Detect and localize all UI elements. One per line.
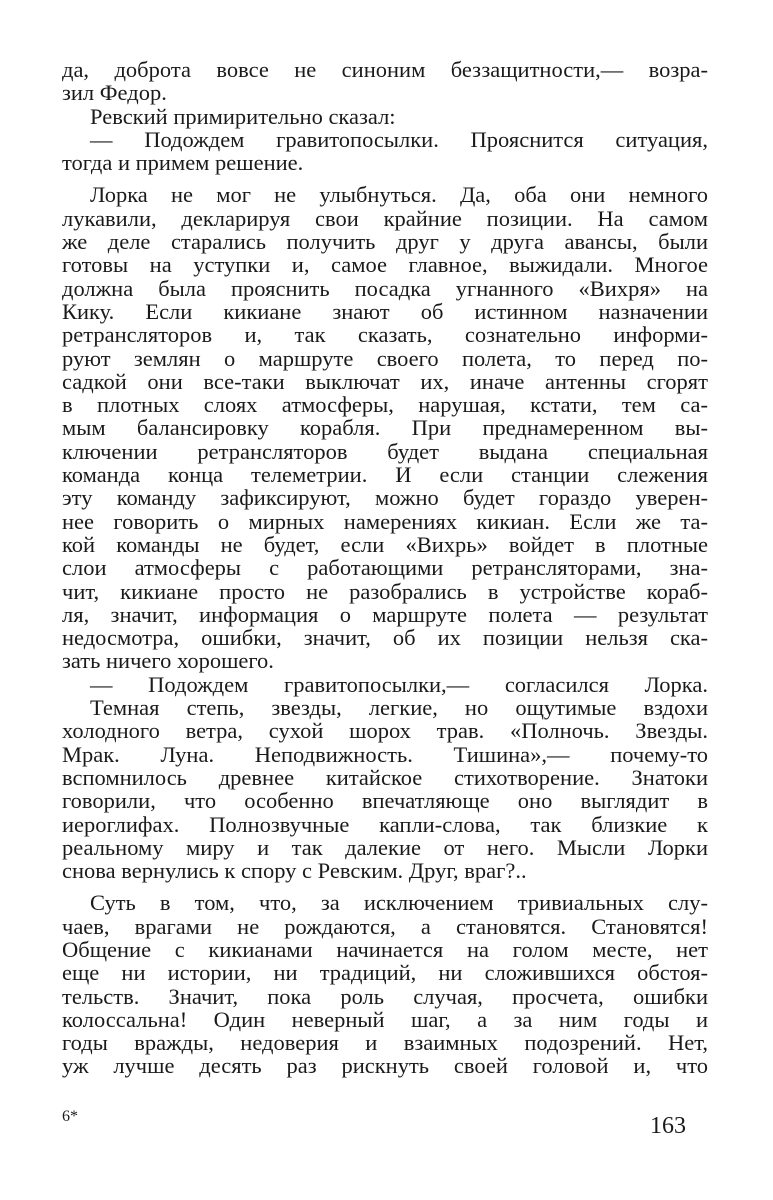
text-line: недосмотра, ошибки, значит, об их позиции нельзя ска- bbox=[62, 625, 708, 651]
text-line: — Подождем гравитопосылки,— согласился Лорка. bbox=[90, 671, 708, 697]
text-line: ключении ретрансляторов будет выдана специальная bbox=[62, 438, 708, 464]
text-line: Лорка не мог не улыбнуться. Да, оба они немного bbox=[90, 182, 708, 208]
text-line: ля, значит, информация о маршруте полета — результат bbox=[62, 601, 708, 627]
signature-mark: 6* bbox=[62, 1108, 78, 1125]
text-line: руют землян о маршруте своего полета, то перед по- bbox=[62, 345, 708, 371]
text-line: чаев, врагами не рождаются, а становятся. Становятся! bbox=[62, 913, 708, 939]
text-line: реальному миру и так далекие от него. Мысли Лорки bbox=[62, 834, 708, 860]
text-line: мым балансировку корабля. При преднамеренном вы- bbox=[62, 415, 708, 441]
text-line: нее говорить о мирных намерениях кикиан. Если же та- bbox=[62, 508, 708, 534]
text-line: же деле старались получить друг у друга авансы, были bbox=[62, 229, 708, 255]
text-line: садкой они все-таки выключат их, иначе антенны сгорят bbox=[62, 368, 708, 394]
text-line: слои атмосферы с работающими ретрансляторами, зна- bbox=[62, 555, 708, 581]
text-line: иероглифах. Полнозвучные капли-слова, так близкие к bbox=[62, 811, 708, 837]
text-line: готовы на уступки и, самое главное, выжидали. Многое bbox=[62, 252, 708, 278]
text-line: ретрансляторов и, так сказать, сознательно информи- bbox=[62, 322, 708, 348]
text-line: холодного ветра, сухой шорох трав. «Полночь. Звезды. bbox=[62, 718, 708, 744]
text-line: должна была прояснить посадка угнанного «Вихря» на bbox=[62, 275, 708, 301]
text-line: в плотных слоях атмосферы, нарушая, кстати, тем са- bbox=[62, 392, 708, 418]
text-line: кой команды не будет, если «Вихрь» войдет в плотные bbox=[62, 531, 708, 557]
text-line: Кику. Если кикиане знают об истинном назначении bbox=[62, 298, 708, 324]
body-text bbox=[62, 58, 708, 1078]
text-line: зать ничего хорошего. bbox=[62, 648, 274, 674]
text-line: тогда и примем решение. bbox=[62, 150, 304, 176]
text-line: лукавили, декларируя свои крайние позиции. На самом bbox=[62, 205, 708, 231]
text-line: зил Федор. bbox=[62, 80, 167, 106]
text-line: — Подождем гравитопосылки. Прояснится ситуация, bbox=[90, 126, 708, 152]
text-line: годы вражды, недоверия и взаимных подозрений. Нет, bbox=[62, 1030, 708, 1056]
text-line: Общение с кикианами начинается на голом месте, нет bbox=[62, 936, 708, 962]
text-line: тельств. Значит, пока роль случая, просчета, ошибки bbox=[62, 983, 708, 1009]
page-number: 163 bbox=[650, 1113, 686, 1139]
text-line: команда конца телеметрии. И если станции слежения bbox=[62, 462, 708, 488]
text-line: Мрак. Луна. Неподвижность. Тишина»,— почему-то bbox=[62, 741, 708, 767]
text-line: да, доброта вовсе не синоним беззащитности,— возра- bbox=[62, 57, 708, 82]
text-line: говорили, что особенно впечатляюще оно выглядит в bbox=[62, 788, 708, 814]
text-line: еще ни истории, ни традиций, ни сложившихся обстоя- bbox=[62, 960, 708, 986]
text-line: уж лучше десять раз рискнуть своей головой и, что bbox=[62, 1053, 708, 1079]
text-line: Темная степь, звезды, легкие, но ощутимые вздохи bbox=[90, 695, 708, 721]
text-line: колоссальна! Один неверный шаг, а за ним годы и bbox=[62, 1006, 708, 1032]
text-line: Ревский примирительно сказал: bbox=[90, 103, 396, 129]
text-line: снова вернулись к спору с Ревским. Друг, враг?.. bbox=[62, 858, 527, 884]
text-line: эту команду зафиксируют, можно будет гораздо уверен- bbox=[62, 485, 708, 511]
text-line: Суть в том, что, за исключением тривиальных слу- bbox=[90, 890, 708, 916]
text-line: чит, кикиане просто не разобрались в устройстве кораб- bbox=[62, 578, 708, 604]
text-line: вспомнилось древнее китайское стихотворение. Знатоки bbox=[62, 764, 708, 790]
